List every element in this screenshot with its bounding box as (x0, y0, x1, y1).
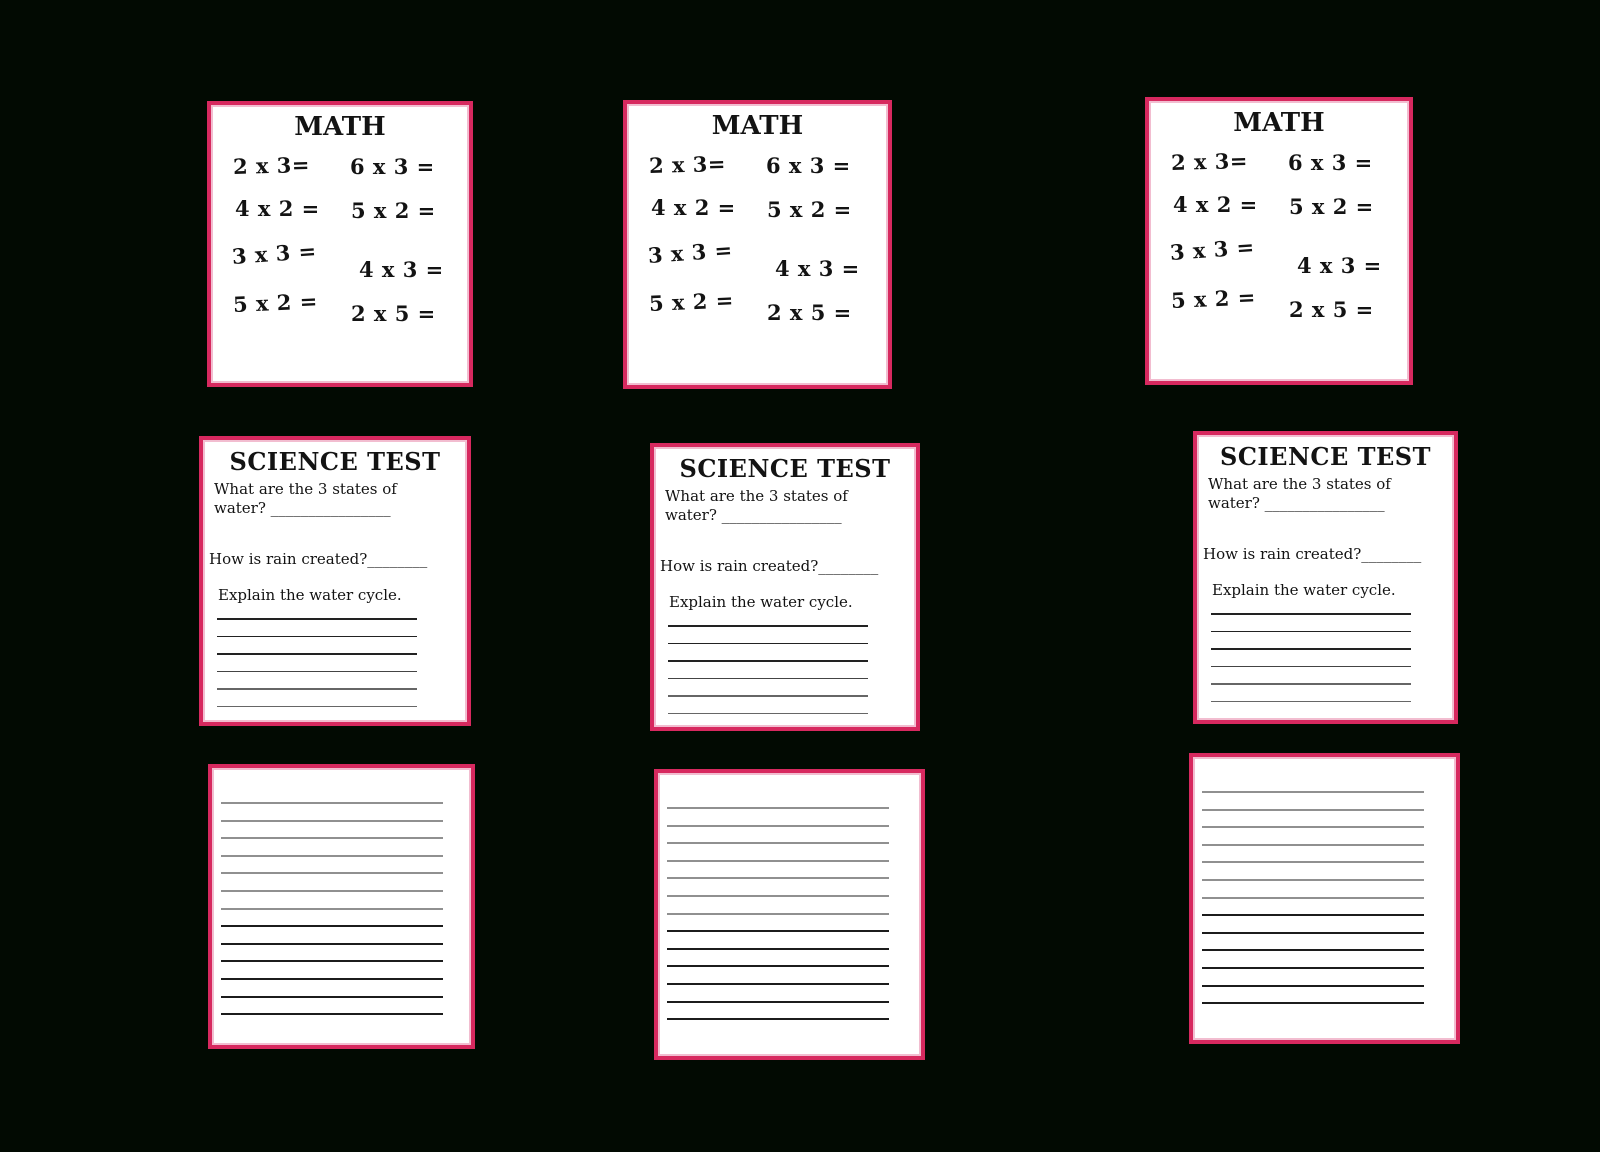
math-problem: 4 x 3 = (359, 257, 444, 282)
rule-line (1202, 967, 1424, 969)
math-problem: 4 x 3 = (775, 256, 860, 281)
science-question-water-cycle: Explain the water cycle. (218, 586, 402, 604)
science-question-states-line1: What are the 3 states of (1208, 475, 1391, 493)
ruled-lines (1202, 791, 1424, 1020)
rule-line (668, 643, 868, 645)
math-problem: 3 x 3 = (647, 237, 734, 268)
math-worksheet-card-1 (207, 101, 473, 387)
rule-line (1202, 1002, 1424, 1004)
rule-line (217, 618, 417, 620)
science-question-water-cycle: Explain the water cycle. (1212, 581, 1396, 599)
rule-line (667, 807, 889, 809)
rule-line (1202, 949, 1424, 951)
rule-line (667, 965, 889, 967)
math-problem: 5 x 2 = (1289, 194, 1374, 219)
rule-line (1202, 844, 1424, 846)
rule-line (221, 1013, 443, 1015)
rule-line (1202, 826, 1424, 828)
math-problem: 4 x 2 = (1173, 192, 1258, 217)
rule-line (221, 925, 443, 927)
rule-line (667, 930, 889, 932)
rule-line (667, 842, 889, 844)
rule-line (221, 960, 443, 962)
rule-line (217, 653, 417, 655)
math-problem: 4 x 2 = (235, 196, 320, 221)
answer-lines (1211, 613, 1411, 718)
rule-line (221, 802, 443, 804)
lined-paper-card-1 (208, 764, 475, 1049)
rule-line (668, 678, 868, 680)
math-problem: 5 x 2 = (1170, 284, 1257, 313)
ruled-lines (221, 802, 443, 1031)
rule-line (221, 855, 443, 857)
rule-line (221, 996, 443, 998)
rule-line (1202, 791, 1424, 793)
rule-line (1202, 861, 1424, 863)
rule-line (668, 713, 868, 715)
math-problem: 6 x 3 = (766, 153, 851, 178)
rule-line (1211, 683, 1411, 685)
math-worksheet-card-3 (1145, 97, 1413, 385)
rule-line (1202, 914, 1424, 916)
rule-line (667, 1001, 889, 1003)
answer-lines (217, 618, 417, 723)
rule-line (1202, 879, 1424, 881)
rule-line (667, 877, 889, 879)
science-question-water-cycle: Explain the water cycle. (669, 593, 853, 611)
rule-line (221, 872, 443, 874)
ruled-lines (667, 807, 889, 1036)
rule-line (667, 983, 889, 985)
math-problem: 2 x 3= (1170, 147, 1249, 175)
rule-line (1211, 701, 1411, 703)
math-title: MATH (711, 111, 804, 141)
rule-line (1211, 666, 1411, 668)
math-worksheet-card-2 (623, 100, 892, 389)
science-test-card-1 (199, 436, 471, 726)
science-question-rain: How is rain created?________ (209, 550, 428, 568)
rule-line (667, 860, 889, 862)
math-problem: 2 x 5 = (351, 301, 436, 326)
science-question-rain: How is rain created?________ (1203, 545, 1422, 563)
rule-line (221, 943, 443, 945)
rule-line (667, 895, 889, 897)
science-title: SCIENCE TEST (679, 454, 891, 483)
math-problem: 4 x 3 = (1297, 253, 1382, 278)
math-title: MATH (1233, 108, 1325, 138)
math-problem: 3 x 3 = (1169, 234, 1256, 265)
math-problem: 5 x 2 = (351, 198, 436, 223)
rule-line (1202, 809, 1424, 811)
rule-line (217, 706, 417, 708)
math-problem: 5 x 2 = (232, 288, 319, 317)
rule-line (668, 695, 868, 697)
science-question-states-line1: What are the 3 states of (665, 487, 848, 505)
lined-paper-card-2 (654, 769, 925, 1060)
rule-line (1202, 932, 1424, 934)
rule-line (667, 1018, 889, 1020)
rule-line (1202, 897, 1424, 899)
math-problem: 6 x 3 = (350, 154, 435, 179)
science-test-card-3 (1193, 431, 1458, 724)
math-problem: 2 x 5 = (1289, 297, 1374, 322)
rule-line (668, 625, 868, 627)
rule-line (221, 820, 443, 822)
science-question-rain: How is rain created?________ (660, 557, 879, 575)
rule-line (221, 908, 443, 910)
math-problem: 2 x 5 = (767, 300, 852, 325)
science-question-states-line2: water? ________________ (1208, 494, 1385, 512)
math-problem: 2 x 3= (648, 150, 727, 178)
science-title: SCIENCE TEST (229, 447, 441, 476)
rule-line (667, 948, 889, 950)
rule-line (1211, 613, 1411, 615)
rule-line (1202, 985, 1424, 987)
rule-line (667, 913, 889, 915)
science-test-card-2 (650, 443, 920, 731)
rule-line (667, 825, 889, 827)
science-question-states-line1: What are the 3 states of (214, 480, 397, 498)
math-problem: 5 x 2 = (648, 287, 735, 316)
rule-line (221, 890, 443, 892)
rule-line (217, 636, 417, 638)
math-problem: 4 x 2 = (651, 195, 736, 220)
rule-line (217, 688, 417, 690)
math-problem: 5 x 2 = (767, 197, 852, 222)
rule-line (221, 837, 443, 839)
rule-line (668, 660, 868, 662)
science-question-states-line2: water? ________________ (214, 499, 391, 517)
science-question-states-line2: water? ________________ (665, 506, 842, 524)
math-problem: 3 x 3 = (231, 238, 318, 269)
rule-line (221, 978, 443, 980)
math-problem: 6 x 3 = (1288, 150, 1373, 175)
math-title: MATH (294, 112, 386, 142)
science-title: SCIENCE TEST (1220, 442, 1431, 471)
answer-lines (668, 625, 868, 730)
rule-line (217, 671, 417, 673)
math-problem: 2 x 3= (232, 151, 311, 179)
rule-line (1211, 631, 1411, 633)
lined-paper-card-3 (1189, 753, 1460, 1044)
rule-line (1211, 648, 1411, 650)
